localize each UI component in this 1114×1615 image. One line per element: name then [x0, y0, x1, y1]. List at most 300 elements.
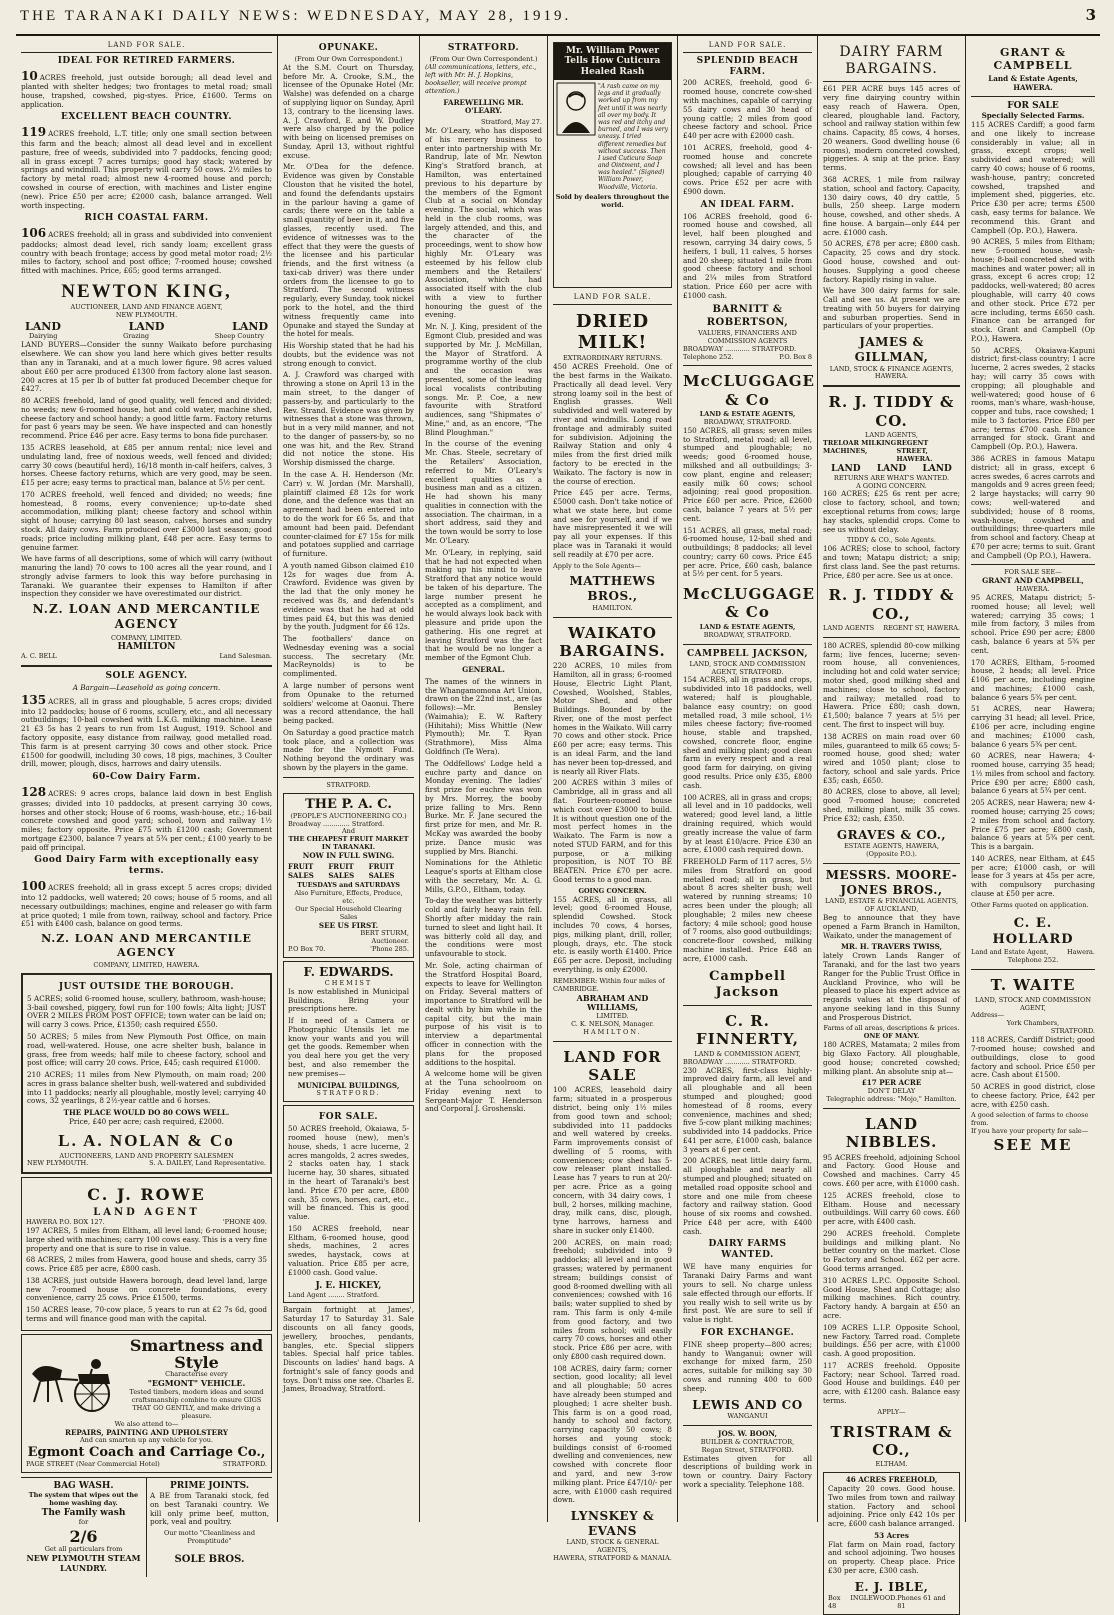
phone: 'Phone 285.	[370, 945, 409, 954]
listing: 100 ACRES, leasehold dairy farm; situated in a prosperous district, being only 1½ miles from good town and school; subdivided into 11 paddocks and well watered by creeks. Farm improvements consist of dwelling of 5 rooms, with conveniences; cow shed has 5-cow releaser plant installed. Lease has 7 years to run at 20/- per acre. Price as a going concern, with 34 dairy cows, 1 bull, 2 horses, milking machine, dray, milk cans, disc, plough, tyne harrows, harness and share in sucker only £1400.	[553, 1085, 672, 1235]
ad-title: LAND NIBBLES.	[845, 1115, 938, 1152]
advertiser-address: BROADWAY ............ STRATFORD.	[683, 1057, 797, 1066]
ad-line: The system that wipes out the home washing day.	[28, 1491, 139, 1508]
advertiser-name: F. EDWARDS.	[303, 965, 394, 980]
news-paragraph: A. J. Crawford was charged with throwing a stone on April 13 in the main street, to the danger of passers-by, and particularly to the Rev. Strand. Evidence was given by witnesses that a stone was thrown, but in a very mild manner, and not to the danger of passers-by, so no one was hit, and the Rev. Strand did not notice the stone. His Worship dismissed the charge.	[283, 370, 414, 468]
advertiser-name: T. WAITE	[990, 976, 1076, 995]
acre-count: 100	[21, 879, 47, 894]
land-word: LAND	[25, 320, 61, 334]
listing: 115 ACRES Cardiff; a good farm and one likely to increase considerably in value; all in grass, except crops; well subdivided and watered; will carry 40 cows; house of 6 rooms, wash-house, pantry; concreted cowshed, trapshed and implement shed, piggeries, etc. Price £30 per acre; terms £500 cash, easy terms for balance. We recommend this. Grant and Campbell (Op. P.O.), Hawera.	[971, 120, 1095, 235]
land-type: Sheep Country	[214, 332, 264, 341]
listing: 368 ACRES, 1 mile from railway station, school and factory. Capacity, 130 dairy cows, 40 dry cattle, 5 bulls, 250 sheep. Large modern house, cowshed, and other sheds. A fine house. A bargain—only £44 per acre. £1000 cash.	[823, 174, 960, 237]
ad-copy: If in need of a Camera or Photographic Utensils let me know your wants and you will get the goods. Remember when you deal here you get the very best, and also remember the new premises—	[288, 1016, 409, 1078]
ad-line: And	[341, 827, 356, 836]
advertiser-manager: C. K. NELSON, Manager.	[571, 1019, 654, 1028]
fruit-sale: FRUIT SALES	[328, 862, 355, 880]
phone: Telephone 252.	[1007, 956, 1059, 965]
acre-count: 10	[21, 68, 38, 83]
ad-title: DAIRY FARM BARGAINS.	[823, 44, 960, 82]
advertiser-town: WANGANUI	[727, 1412, 768, 1421]
ad-line: Our Special Household Clearing Sales	[295, 904, 402, 921]
listing-text: ACRES freehold, just outside borough; all dead level and planted with shelter hedges; two frontages to metal road; small house, trapshed, cowshed, pig-styes. Price, £1600. Terms on application.	[21, 72, 272, 109]
ad-line: Farms of all areas, descriptions & prices.	[823, 1024, 960, 1033]
ad-line: TIDDY & CO., Sole Agents.	[847, 536, 936, 545]
column-1	[16, 36, 278, 1574]
divider	[21, 665, 272, 667]
ad-line: SEE US FIRST.	[318, 920, 379, 930]
listing: 151 ACRES, all grass, metal road; 6-roomed house, 12-bail shed and outbuildings; 8 paddocks; all level country; carry 60 cows. Price £45 per acre. Price, £60 cash, balance at 5½ per cent. for 5 years.	[683, 525, 812, 579]
agency-name: N.Z. LOAN AND MERCANTILE AGENCY	[32, 602, 261, 631]
hickey-ad	[283, 1105, 414, 1303]
ad-headline: Mr. William Power Tells How Cuticura Healed Rash	[554, 43, 671, 80]
ad-subheading: GOING CONCERN.	[578, 886, 647, 895]
advertiser-sub: Land & Estate Agents,	[988, 73, 1078, 83]
listing: 180 ACRES, splendid 80-cow milking farm; live fences, lucerne; seven-room house, all conveniences, including hot and cold water service; motor shed, good milking shed and machines; close to school, factory and railway; metalled road to Hawera. Price £80; cash down, £1,500; balance 7 years at 5½ per cent. The first to inspect will buy.	[823, 640, 960, 729]
ad-price: Price, £40 per acre; cash required, £2000.	[69, 1116, 224, 1126]
news-paragraph: Mr. O'Leary, in replying, said that he had not expected when making up his mind to leave Stratford that any notice would be taken of his departure. The large number present he accepted as a compliment, and he would always look back with pleasure and pride upon the gathering. His one regret at leaving Stratford was the fact that he would be no longer a member of the Egmont Club.	[425, 547, 542, 663]
advertiser-name: C. R. FINNERTY,	[696, 1012, 799, 1049]
ad-subheading: A Bargain—Leasehold as going concern.	[72, 683, 221, 693]
advertiser-sub: BUILDER & CONTRACTOR,	[700, 1437, 795, 1446]
advertiser-sub: LAND, STOCK AND COMMISSION AGENT, STRATFORD.	[689, 659, 806, 676]
section-head: LAND FOR SALE.	[553, 292, 672, 305]
listing: 125 ACRES freehold, close to Eltham. House and necessary outbuildings. Will carry 60 cows. £60 per acre, with £400 cash.	[823, 1190, 960, 1227]
listing: 138 ACRES on main road over 60 miles, guaranteed to milk 65 cows; 5-roomed house, good shed; water wired and 1050 plant; close to factory, school and sale yards. Price £35; cash, £650.	[823, 731, 960, 785]
advertiser-address: BROADWAY ............ STRATFORD.	[683, 344, 797, 353]
agency-town: HAMILTON	[117, 642, 176, 653]
advertiser-sub: VALUERS, FINANCIERS AND COMMISSION AGENTS	[698, 328, 797, 345]
news-paragraph: To-day the weather was bitterly cold and fairly heavy rain fell. Shortly after midday the rain turned to sleet and light hail. It was bitterly cold all day, and the conditions were most unfavourable to stock.	[425, 896, 542, 959]
news-paragraph: On Saturday a good practice match took place, and a collection was made for the Nymott Fund. Nothing beyond the ordinary was shown by the players in the game.	[283, 727, 414, 773]
ad-heading: SOLE AGENCY.	[105, 671, 188, 682]
fruit-sale: FRUIT SALES	[288, 862, 314, 880]
advertiser-name: CAMPBELL JACKSON,	[687, 648, 808, 659]
divider	[971, 96, 1095, 97]
news-paragraph: At the S.M. Court on Thursday, before Mr. A. Crooke, S.M., the licensee of the Opunake Hotel (Mr. Walshe) was defended on a charge of supplying liquor on Sunday, April 13, contrary to the licensing laws. A. J. Crawford, E. and W. Dudley were also charged by the police with being on licensed premises on Sunday, April 13, without rightful excuse.	[283, 62, 414, 160]
acre-count: 106	[21, 226, 47, 241]
listing: 106 ACRES freehold, good 6-roomed house and cowshed, all level, half been ploughed and resown, carrying 34 dairy cows, 5 heifers, 1 bull, 11 calves, 5 horses and 20 sheep; situated 1 mile from good cheese factory and school and 2¼ miles from Stratford station. Price £60 per acre with £1000 cash.	[683, 211, 812, 300]
ad-line: Address—	[971, 1011, 1005, 1020]
ad-callout: SEE ME	[993, 1136, 1073, 1155]
signatory: A. C. BELL	[21, 652, 57, 661]
listing: 386 ACRES in famous Matapu district; all in grass, except 6 acres swedes, 6 acres carrots and mangolds and 9 acres green feed; 2 large haystacks; will carry 90 cows; well-watered and subdivided; house of 8 rooms, wash-house, cowshed and outbuildings; three-quarters mile from school and factory. Cheap at £70 per acre; terms to suit. Grant and Campbell (Op P.O.), Hawera.	[971, 454, 1095, 560]
laundry-ad	[21, 1478, 146, 1577]
ad-heading: SPLENDID BEACH FARM.	[696, 55, 799, 77]
ad-heading: BAG WASH.	[53, 1481, 114, 1492]
listing: 160 ACRES; £25 6s rent per acre; close to factory, school, and town; exceptional returns from cows; large hay stacks, splendid crops. Come to see us without delay.	[823, 489, 960, 534]
divider	[683, 644, 812, 645]
advertiser-town: HAWERA.	[1016, 585, 1050, 594]
advertiser-name: NEWTON KING,	[61, 281, 232, 303]
listing: 80 ACRES, close to above, all level; good 7-roomed house; concreted shed, milking plant, milk 35 cows. Price £32; cash, £350.	[823, 787, 960, 823]
listing: 220 ACRES, 10 miles from Hamilton, all in grass; 6-roomed House, Electric Light Plant, Cowshed, Woolshed, Stables, Motor Shed, and other Buildings. Bounded by the River, one of the most perfect homes in the Waikato. Will carry 70 cows and other stock. Price £60 per acre; easy terms. This is an ideal Farm, and the land has never been top-dressed, and is nearly all River Flats.	[553, 661, 672, 776]
listing: Flat farm on Main road, factory and school adjoining. Two houses on property. Cheap place. Price £30 per acre, £300 cash.	[828, 1539, 955, 1575]
ad-heading: PRIME JOINTS.	[170, 1481, 249, 1492]
columns	[16, 36, 1100, 1611]
ad-line: Also Furniture, Effects, Produce, etc.	[294, 888, 403, 905]
listing: 310 ACRES L.P.C. Opposite School. Good House, Shed and Cottage; also milking machines. Rich country. Factory handy. A bargain at £50 an acre.	[823, 1275, 960, 1320]
ad-subheading: EXTRAORDINARY RETURNS.	[562, 354, 663, 363]
ad-line: We also attend to—	[114, 1419, 179, 1428]
land-type: Grazing	[123, 332, 150, 341]
ad-line: Other Farms quoted on application.	[971, 900, 1089, 909]
advertiser-name: R. J. TIDDY & CO.,	[828, 586, 955, 623]
ad-footer: Sold by dealers throughout the world.	[555, 192, 670, 209]
listing: 197 ACRES, 5 miles from Eltham, all level land; 6-roomed house; large shed with machines; carry 100 cows easy. This is a very fine property and one that is sure to rise in value.	[26, 1225, 267, 1253]
advertiser-town: STRATFORD.	[1050, 1027, 1095, 1036]
advertiser-town: HAMILTON.	[592, 603, 633, 612]
advertiser-name: McCLUGGAGE & Co	[683, 372, 815, 409]
ad-line: Apply to the Sole Agents—	[553, 561, 641, 570]
land-word: LAND	[922, 463, 952, 474]
advertiser-sub: LAND AGENTS,	[865, 430, 918, 439]
advertiser-town: Hawera.	[1066, 948, 1095, 957]
listing-text: ACRES: 9 acres crops, balance laid down in best English grasses; divided into 10 paddocks, at present carrying 30 cows, horses and other stock; House of 6 rooms, wash-house, etc.; 16-bail concrete cowshed and good yard; school, town and railway 1½ miles; factory opposite. Price £75 with £1200 cash; Government mortgage £2300, balance 7 years at 5¾ per cent.; £100 yearly to be paid off principal.	[21, 789, 272, 852]
land-triple	[21, 320, 272, 333]
ad-heading: 46 ACRES FREEHOLD,	[845, 1475, 938, 1485]
advertiser-sub: LIMITED.	[596, 1012, 629, 1021]
advertiser-name: NEW PLYMOUTH STEAM LAUNDRY.	[26, 1553, 141, 1574]
advertiser-address: Broadway ............. Stratford.	[288, 819, 385, 828]
advertiser-sub: Land Agent ........ Stratford.	[288, 1290, 380, 1299]
ad-subheading: ONE OF MANY.	[863, 1032, 920, 1041]
listing: 155 ACRES, all in grass, all level; good 6-roomed House, splendid Cowshed. Stock includes 70 cows, 4 horses, pigs, milking plant, drill, roller, plough, drays, etc. The stock etc. is easily worth £1400. Price £65 per acre. Deposit, including everything, is only £2000.	[553, 894, 672, 974]
ad-heading: IDEAL FOR RETIRED FARMERS.	[57, 55, 236, 66]
divider	[683, 1005, 812, 1006]
news-subheading: FAREWELLING MR. O'LEARY.	[443, 97, 524, 116]
advertiser-address: (Opposite P.O.).	[866, 850, 917, 859]
advertiser-name: E. J. IBLE,	[854, 1579, 929, 1594]
news-byline: (From Our Own Correspondent.)	[294, 54, 403, 63]
listing	[21, 226, 272, 276]
ad-line: York Chambers,	[1006, 1019, 1060, 1028]
ad-contact	[288, 946, 409, 954]
town: INGLEWOOD.	[850, 1594, 898, 1603]
ad-line: REGENT STREET, HAWERA.	[896, 438, 933, 463]
ad-line: TUESDAYS and SATURDAYS	[297, 881, 400, 890]
ad-heading: Good Dairy Farm with exceptionally easy terms.	[34, 855, 259, 877]
advertiser-name: McCLUGGAGE & Co	[683, 585, 815, 622]
po-box: P.O. Box 8	[779, 352, 812, 361]
listing: 150 ACRES lease, 70-cow place, 5 years to run at £2 7s 6d, good terms and will finance good man with the capital.	[26, 1305, 267, 1323]
advertiser-name: Campbell Jackson	[709, 969, 786, 1001]
phone: 'PHONE 409.	[222, 1218, 267, 1227]
ad-line: Telegraphic address: "Mojo," Hamilton.	[826, 1095, 957, 1104]
listing: 170 ACRES freehold, well fenced and divided; no weeds; fine homestead, 8 rooms, every convenience; up-to-date shed accommodation, milking plant; cheese factory and school within sight of house; carrying 80 last season, calves, horses and sundry stock. All dairy cows. Farm produced over £3000 last season; good roads; price including milking plant, £48 per acre. Easy terms to genuine farmer.	[21, 489, 272, 552]
ad-line: A good selection of farms to choose from.	[971, 1111, 1089, 1128]
advertiser-name: BARNITT & ROBERTSON,	[706, 304, 789, 328]
listing: 200 ACRES, freehold, good 6-roomed house, concrete cow-shed with machines, capable of carrying 55 dairy cows and 30 head of young cattle; 2 miles from good cheese factory and school. Price £40 per acre with £2000 cash.	[683, 78, 812, 141]
ad-heading: FOR EXCHANGE.	[700, 1327, 795, 1338]
listing: 106 ACRES; close to school, factory and town; Matapu district; a snip; first class land. See the past returns. Price, £80 per acre. See us at once.	[823, 544, 960, 580]
signatory-title: Auctioneer.	[371, 937, 409, 946]
divider	[971, 969, 1095, 970]
news-paragraph: His Worship stated that he had his doubts, but the evidence was not strong enough to convict.	[283, 341, 414, 368]
ad-heading: FOR SALE.	[318, 1112, 379, 1123]
listing: 100 ACRES, all in grass and crops; all level and in 10 paddocks, well watered; good level land, a little draining required, which would greatly increase the value of farm by at least £10/acre. Price £30 an acre, £1000 cash required down.	[683, 792, 812, 855]
ad-line: And can smarten up any vehicle for you.	[79, 1436, 214, 1445]
ad-line: for	[78, 1517, 89, 1526]
advertiser-name: L. A. NOLAN & Co	[58, 1130, 235, 1150]
listing: 200 ACRES, on main road; freehold; subdivided into 9 paddocks; all level and in good grasses; watered by permanent stream; buildings consist of good 8-roomed dwelling with all conveniences; cowshed with 16 bails; water supplied to shed by ram. This farm is only 4-mile from good factory, and two miles from school; will easily carry 70 cows, horses and other stock. Price £86 per acre, with only £800 cash required down.	[553, 1237, 672, 1361]
buggy-ad-row	[26, 1335, 267, 1421]
advertiser-sub: LAND, STOCK & GENERAL AGENTS,	[566, 1538, 659, 1555]
news-paragraph: The names of the winners in the Whangamomona Art Union, drawn on the 22nd inst., are (as follows):—Mr. Bensley (Waimahia); E. W. Raftery (Hihitahi); Miss Whittle (New Plymouth); Mr. T. Ryan (Strathmore), Miss Alma Goldfinch (Te Wera).	[425, 676, 542, 756]
ad-services: REPAIRS, PAINTING AND UPHOLSTERY	[64, 1427, 229, 1437]
ad-subheading: RETURNS ARE WHAT'S WANTED.	[833, 473, 950, 482]
ad-copy: A BE from Taranaki stock, fed on best Taranaki country. We kill only prime beef, mutton, pork, veal and poultry.	[150, 1491, 269, 1527]
news-paragraph: Mr. N. J. King, president of the Egmont Club, presided and was supported by Mr. J. McMillan, the Mayor of Stratford. A programme worthy of the club and the occasion was presented, some of the leading local vocalists contributing songs. Mr. P. Coe, a new favourite with Stratford audiences, sang "Shipmates o' Mine," and, as an encore, "The Blind Ploughman."	[425, 322, 542, 437]
column-2	[278, 36, 420, 1522]
divider	[683, 1425, 812, 1426]
ad-title: LAND FOR SALE	[563, 1047, 662, 1085]
divider	[823, 863, 960, 864]
advertiser-address: Regan Street, STRATFORD.	[701, 1445, 794, 1454]
advertiser-name: J. E. HICKEY,	[315, 1280, 382, 1291]
po-box: P.O Box 70.	[288, 945, 326, 954]
listing: 230 ACRES, first-class highly-improved dairy farm, all level and all ploughable and all been stumped and ploughed; good homestead of 8 rooms, every convenience, machines and shed; five 5-cow plant milking machines; subdivided into 14 paddocks. Price £41 per acre, £1000 cash, balance 3 years at 6 per cent.	[683, 1065, 812, 1154]
advertiser-name: MESSRS. MOORE-JONES BROS.,	[825, 868, 958, 897]
ad-heading: DAIRY FARMS WANTED.	[708, 1239, 787, 1261]
advertiser-name: ABRAHAM AND WILLIAMS,	[576, 992, 649, 1013]
ad-line: The Family wash	[41, 1507, 126, 1518]
ad-line: If you have your property for sale—	[971, 1127, 1089, 1136]
cuticura-ad	[553, 42, 672, 288]
po-box: Box 48	[828, 1594, 841, 1611]
listing: 108 ACRES, dairy farm; corner section, good locality; all level and all ploughable; 50 acres have already been stumped and ploughed; 1 acre shelter bush. This farm is on a good road, handy to school and factory, carrying capacity 50 cows; 8 horses and young stock; buildings consist of 6-roomed dwelling and conveniences, new cowshed with concrete floor and yard, and new 3-row milking plant. Price £47/10/- per acre, with £1000 cash required down.	[553, 1363, 672, 1505]
listing	[21, 879, 272, 929]
advertiser-sub: (PEOPLE'S AUCTIONEERING CO.)	[290, 811, 407, 820]
listing: 450 ACRES Freehold. One of the best farms in the Waikato. Practically all dead level. Very strong loamy soil in the best of English grasses. Well subdivided and well watered by river and windmills. Long road frontage and admirably suited for subdivision. Adjoining the Railway Station and only 4 miles from the first dried milk factory to be erected in the Waikato. The factory is now in the course of erection.	[553, 362, 672, 486]
ad-heading: JUST OUTSIDE THE BOROUGH.	[58, 981, 235, 992]
ad-line: MUNICIPAL BUILDINGS,	[297, 1080, 400, 1090]
listing-text: ACRES freehold; all in grass and subdivided into convenient paddocks; almost dead level, rich sandy loam; excellent grass country with beach frontage; access by good metal motor road; 2½ miles to factory, school and post office; 7-roomed house; cowshed fitted with machines. Price, £65; good terms arranged.	[21, 230, 272, 276]
listing: 5 ACRES; solid 6-roomed house, scullery, bathroom, wash-house; 3-bail cowshed, piggery, fowl run for 100 fowls; Alta light; JUST OVER 2 MILES FROM POST OFFICE; town water can be laid on; will carry 3 cows. Price, £1350; cash required £550.	[27, 993, 266, 1030]
news-paragraph: The footballers' dance on Wednesday evening was a social success. The secretary (Mr. MacReynolds) is to be complimented.	[283, 634, 414, 679]
advertiser-name: LYNSKEY & EVANS	[570, 1509, 655, 1538]
advertiser-place: NEW PLYMOUTH.	[115, 311, 178, 320]
listing: 150 ACRES, all grass; seven miles to Stratford, metal road; all level, stumped and ploughable; no weeds; good 6-roomed house, milkshed and all outbuildings; 3-cow plant, engine and releaser; easily milk 60 cows; school adjoining; real good proposition. Price £60 per acre. Price, £2600 cash, balance 7 years at 5½ per cent.	[683, 425, 812, 523]
ad-copy: Tested timbers, modern ideas and sound craftsmanship combine to ensure GIGS THAT GO GENTLY, and make driving a pleasure.	[129, 1388, 264, 1420]
ad-copy: Bargain fortnight at James', Saturday 17 to Saturday 31. Sale discounts on all fancy goods, jewellery, brooches, pendants, bangles, etc. Special slippers tables. Special half price tables. Discounts on ladies' hand bags. A fortnight's sale of fancy goods and toys. Don't miss one see. Charles E. James, Broadway, Stratford.	[283, 1305, 414, 1394]
town: STRATFORD.	[222, 1460, 267, 1469]
divider	[823, 637, 960, 638]
news-dateline: Stratford, May 27.	[481, 118, 542, 127]
listing: 170 ACRES, Eltham, 5-roomed house, 2 heads; all level. Price £106 per acre, including engine and machines; £1000 cash, balance 6 years 5¾ per cent.	[971, 657, 1095, 702]
listing: 138 ACRES, just outside Hawera borough, dead level land, large new 7-roomed house on concrete foundations, every convenience, carry 25 cows. Price £1500, terms.	[26, 1275, 267, 1303]
advertiser-town: HAWERA.	[1013, 82, 1053, 92]
street: PAGE STREET (Near Commercial Hotel)	[26, 1460, 160, 1469]
news-paragraph: Mr. Sole, acting chairman of the Stratford Hospital Board, expects to leave for Wellington on Friday. Several matters of importance to Stratford will be dealt with by him while in the capital city, but the main purpose of his visit is to interview a departmental officer in connection with the plans for the proposed additions to the hospital.	[425, 960, 542, 1067]
listing: Capacity 20 cows. Good house. Two miles from town and railway station. Factory and school adjoining. Price only £42 10s per acre, £600 cash balance arranged.	[828, 1483, 955, 1529]
fruit-sales-row	[288, 863, 409, 880]
ad-heading: FOR SALE	[1007, 101, 1059, 112]
listing: 118 ACRES, Cardiff District; good 7-roomed house; cowshed and outbuildings, close to good factory and school. Price £50 per acre. Cash about £1500.	[971, 1035, 1095, 1080]
advertiser-sub: LAND & ESTATE AGENTS,	[699, 410, 796, 419]
news-paragraph: A youth named Gibson claimed £10 12s for wages due from A. Crawford. Evidence was given by the lad that the only money he received was 8s, and defendant's evidence was that he had at odd times paid £4, but this was denied by the youth. Judgment for £6 12s.	[283, 560, 414, 632]
masthead	[16, 6, 1100, 36]
ad-line: NOW IN FULL SWING.	[302, 851, 395, 861]
edwards-ad	[283, 961, 414, 1102]
advertiser-contact	[828, 1595, 955, 1611]
advertiser-name: JOS. W. BOON,	[718, 1429, 777, 1439]
acre-count: 128	[21, 785, 47, 800]
ad-subheading: Specially Selected Farms.	[981, 111, 1085, 121]
ad-line: APPLY—	[877, 1407, 906, 1416]
ad-line: STRATFORD.	[316, 1089, 381, 1098]
listing: 109 ACRES L.I.P. Opposite School, new Factory. Tarred road. Complete buildings. £56 per acre, with £1000 cash. A good proposition.	[823, 1322, 960, 1359]
ad-title: DRIED MILK!	[575, 310, 650, 354]
column-4	[548, 36, 678, 1563]
listing: 117 ACRES freehold. Opposite Factory; near School. Tarred road. Good House and buildings. £40 per acre, with £1200 cash. Balance easy terms.	[823, 1360, 960, 1405]
ad-line: FOR SALE SEE—	[1004, 568, 1062, 577]
ad-line: Get all particulars from	[44, 1545, 123, 1554]
listing: We have farms of all descriptions, some of which will carry (without manuring the land) 70 cows to 100 acres all the year round, and I strongly advise farmers to look this way before purchasing in Taranaki. We guarantee their expenses to Hamilton if after inspection they consider we have overestimated our district.	[21, 554, 272, 599]
pac-ad	[283, 793, 414, 958]
land-word: LAND	[876, 463, 907, 474]
listing: Price £45 per acre. Terms, £5000 cash. Don't take notice of what we state here, but come and see for yourself, and if we have misrepresented it we will pay all your expenses. If this place was in Taranaki it would sell readily at £70 per acre.	[553, 488, 672, 559]
advertiser-sub: CHEMIST	[324, 978, 373, 987]
po-box: HAWERA P.O. BOX 127.	[26, 1218, 105, 1227]
divider	[553, 617, 672, 618]
advertiser-name: LEWIS AND CO	[692, 1397, 803, 1412]
ad-testimonial: "A rash came on my legs and it gradually worked up from my feet until it was nearly all over my body. It was red and itchy and burned, and I was very uneasy. I tried different remedies but without success. Then I used Cuticura Soap and Ointment, and I was healed." (Signed) William Power, Woodville, Victoria.	[598, 83, 669, 191]
advertiser-address	[823, 625, 960, 633]
advertiser-name: Egmont Coach and Carriage Co.,	[27, 1445, 266, 1461]
ad-price: 2/6	[69, 1526, 98, 1546]
advertiser-name: GRANT & CAMPBELL	[993, 46, 1073, 73]
listing: 290 ACRES freehold. Complete buildings and milking plant. No better country on the market. Close to Factory and School. £62 per acre. Good terms arranged.	[823, 1228, 960, 1274]
listing: FREEHOLD Farm of 117 acres, 5½ miles from Stratford on good metalled road; all in grass, but about 8 acres shelter bush; well watered by running streams; 10 acres been under the plough; all ploughable; 2 miles new cheese factory; 4 mile school; good house of 7 rooms, also good outbuildings; concrete-floor cowshed, milking machine installed. Price £48 an acre, £1000 cash.	[683, 857, 812, 963]
listing	[21, 693, 272, 769]
news-paragraph: In the case A. H. Henderson (Mr. Carr) v. W. Jordan (Mr. Marshall), plaintiff claimed £8 12s for work done, and the defence was that an agreement had been entered into to do the work for £6 5s, and that amount had been paid. Defendant counter-claimed for £7 15s for milk and potatoes supplied and carriage of furniture.	[283, 470, 414, 559]
ad-line: THE CHEAPEST FRUIT MARKET IN TARANAKI.	[288, 835, 409, 852]
advertiser-address	[823, 440, 960, 464]
ad-line: DON'T DELAY	[867, 1087, 916, 1096]
advertiser-town: HAMILTON.	[583, 1027, 642, 1036]
section-head: LAND FOR SALE.	[683, 40, 812, 53]
advertiser-contact	[683, 354, 812, 362]
advertiser-name: GRANT AND CAMPBELL,	[982, 576, 1084, 586]
signatory-title: Land Salesman.	[219, 652, 272, 661]
advertiser-name: C. J. ROWE	[87, 1185, 206, 1205]
ad-copy: WE have many enquiries for Taranaki Dairy Farms and want yours to sell. No charge unless sale effected through our efforts. If you really wish to sell write us by first post. We are sure to sell if value is right.	[683, 1262, 812, 1325]
advertiser-name: R. J. TIDDY & CO.	[828, 393, 955, 430]
portrait-illustration	[557, 83, 595, 135]
masthead-title: THE TARANAKI DAILY NEWS: WEDNESDAY, MAY 28, 1919.	[20, 8, 572, 24]
agency-signature	[21, 653, 272, 661]
news-paragraph: A welcome home will be given at the Tuna schoolroom on Friday evening next to Sergeant-Major T. Henderson and Corporal J. Groshenski.	[425, 1069, 542, 1114]
ad-heading: 60-Cow Dairy Farm.	[92, 772, 201, 783]
listing: 90 ACRES, 5 miles from Eltham; new 5-roomed house, wash-house; 8-bail concreted shed with machines and water power; all in grass, except 6 acres crop; 12 paddocks, well-watered; 80 acres ploughable, will carry 40 cows and other stock. Price £72 per acre including, terms £650 cash. Finance can be arranged for stock. Grant and Campbell (Op P.O.), Hawera.	[971, 237, 1095, 343]
listing: 180 ACRES, Matamata; 2 miles from big Glaxo Factory. All ploughable, good house; concreted cowshed; milking plant. An absolute snip at—	[823, 1040, 960, 1076]
listing: 80 ACRES freehold, land of good quality, well fenced and divided; no weeds; new 6-roomed house, hot and cold water, machine shed, cheese factory and school handy; a good little farm. Factory returns for past 6 years may be seen. We have inspected and can honestly recommend. Price £46 per acre. Easy terms to bona fide purchaser.	[21, 396, 272, 441]
ad-motto: Our motto "Cleanliness and Promptitude"	[163, 1529, 256, 1546]
advertiser-rep: S. A. DAILEY, Land Representative.	[149, 1159, 266, 1168]
listing: 95 ACRES, Matapu district; 5-roomed house; all level; well watered; carrying 35 cows; 1 mile from factory, 3 miles from school. Price £90 per acre; £800 cash, balance 6 years at 5¾ per cent.	[971, 593, 1095, 655]
phone: Phones 61 and 81	[897, 1594, 946, 1611]
listing: 150 ACRES freehold, near Eltham, 6-roomed house, good sheds, machines, 2 acres swedes, haystack, cows at valuation. Price £85 per acre, £1000 cash. Good value.	[288, 1223, 409, 1277]
listing: 205 ACRES, near Hawera; new 4-roomed house; carrying 25 cows; 2 miles from school and factory. Price £75 per acre; £800 cash, balance 6 years at 5¾ per cent. This is a bargain.	[971, 798, 1095, 852]
advertiser-name: MATTHEWS BROS.,	[569, 574, 656, 604]
agency-sub: COMPANY, LIMITED.	[111, 633, 182, 642]
news-byline: (From Our Own Correspondent.)	[429, 54, 538, 63]
listing: 51 ACRES, near Hawera; carrying 31 head; all level. Price, £106 per acre, including engine and machines; £1000 cash, balance 6 years 5¾ per cent.	[971, 704, 1095, 749]
advertiser-towns: HAWERA, STRATFORD & MANAIA.	[553, 1554, 672, 1563]
ad-heading: AN IDEAL FARM.	[700, 199, 795, 210]
page-number: 3	[1085, 6, 1096, 24]
advertiser-town: ELTHAM.	[875, 1460, 908, 1469]
advertiser-footer	[27, 1160, 266, 1168]
news-heading: STRATFORD.	[447, 43, 520, 53]
listing: 101 ACRES, freehold, good 4-roomed house and concrete cowshed; all level and has been ploughed; capable of carrying 40 cows. Price £52 per acre with £900 down.	[683, 142, 812, 196]
fruit-sale: FRUIT SALES	[368, 862, 395, 880]
ad-price: £17 PER ACRE	[861, 1078, 922, 1088]
news-paragraph: In the course of the evening Mr. Chas. Steele, secretary of the Retailers' Association, referred to Mr. O'Leary's excellent qualities as a business man and as a citizen. He had shown his many qualities in connection with the association. The chairman, in a short address, said they and the town would be sorry to lose Mr. O'Leary.	[425, 439, 542, 545]
listing: 50 ACRES freehold, Okaiawa, 5-roomed house (new), men's house, sheds, 1 acre lucerne, 2 acres mangolds, 2 acres swedes, 2 stacks oaten hay, 1 stack lucerne hay, 30 shares, situated in the heart of Taranaki's best land. Price £70 per acre, £800 cash, 35 cows, horses, cart, etc., will be financed. This is good value.	[288, 1124, 409, 1222]
ad-subheading: A GOING CONCERN.	[856, 481, 927, 490]
advertiser-sub: LAND & ESTATE AGENTS,	[699, 622, 796, 631]
advertiser-sub: LAND, STOCK & FINANCE AGENTS, HAWERA.	[829, 364, 954, 381]
advertiser-name: GRAVES & CO.,	[836, 827, 947, 842]
advertiser-sub: LAND AGENT	[93, 1206, 200, 1218]
ad-sub: Characterise every	[165, 1370, 228, 1379]
land-word: LAND	[831, 463, 861, 474]
ad-line: LAND AGENTS	[823, 623, 875, 632]
divider	[553, 1041, 672, 1042]
news-paragraph: A large number of persons went from Opunake to the returned soldiers' welcome at Oaonui. There was a record attendance, the hall being packed.	[283, 681, 414, 726]
phone: Telephone 252.	[683, 352, 734, 361]
listing-text: ACRES freehold, L.T. title; only one small section between this farm and the beach; almost all dead level and in excellent pasture, free of weeds, subdivided into 7 paddocks, fencing good; all in grass except 7 acres turnips; good hay stack; watered by springs and windmill. This property will carry 50 cows. 2½ miles to factory by metal road; almost new 4-roomed house and porch; cowshed in course of erection, with machines and Lister engine (new). Price £50 per acre; £2000 cash, balance arranged. Well worth inspecting.	[21, 129, 272, 210]
divider	[823, 385, 960, 387]
column-6	[818, 36, 966, 1611]
listing: 200 ACRES within 3 miles of Cambridge, all in grass and all flat. Fourteen-roomed house which cost over £3000 to build. It is without question one of the most perfect homes in the Waikato. The Farm is now a noted STUD FARM, and for this purpose, or a milking proposition, is NOT TO BE BEATEN. Price £70 per acre. Good terms to a good man.	[553, 778, 672, 884]
agency-sub: COMPANY, LIMITED, HAWERA.	[93, 960, 200, 969]
listing: We have 300 dairy farms for sale. Call and see us. At present we are treating with 50 buyers for dairying and suburban properties. Send in particulars of your properties.	[823, 286, 960, 331]
section-head: LAND FOR SALE.	[21, 40, 272, 53]
advertiser-name: THE P. A. C.	[305, 796, 392, 812]
listing: 50 ACRES, £78 per acre; £800 cash. Capacity, 25 cows and dry stock. Good house, cowshed and out-houses. Supplying a good cheese factory. Rapidly rising in value.	[823, 239, 960, 284]
ad-copy: FINE sheep property—800 acres; handy to Wanganui; owner will exchange for mixed farm, 250 acres, suitable for milking say 30 cows and running 400 to 600 sheep.	[683, 1339, 812, 1393]
news-paragraph: Mr. O'Dea for the defence. Evidence was given by Constable Clouston that he visited the hotel, and found the defendants upstairs in the parlour having a game of cards; there were on the table a small quantity of beer in it, and five glasses, recently used. The evidence of witnesses was to the effect that they were the guests of the licensee and his particular friends, and the first witness (a taxi-cab driver) was there under orders from the licensee to go to Stratford. The second witness regularly, every Sunday, took nickel pork to the hotel, and the third witness frequently came into Opunake and stayed the Sunday at the hotel for meals.	[283, 162, 414, 339]
listing: 200 ACRES, neat little dairy farm, all ploughable and nearly all stumped and ploughed; situated on metalled road opposite school and store and one mile from cheese factory and railway station. Good house of six rooms and cowshed. Price £48 per acre, with £400 cash.	[683, 1156, 812, 1236]
news-paragraph: Nominations for the Athletic League's sports at Eltham close with the secretary, Mr. A. G. Mills, G.P.O., Eltham, today.	[425, 858, 542, 894]
listing: 140 ACRES, near Eltham, at £45 per acre; £1000 cash, or will lease for 3 years at 45s per acre, with compulsory purchasing clause at £50 per acre.	[971, 853, 1095, 899]
advertiser-sub: ESTATE AGENTS, HAWERA,	[844, 842, 939, 851]
advertiser-address	[26, 1461, 267, 1469]
rowe-ad	[21, 1177, 272, 1330]
column-7	[966, 36, 1100, 1522]
ad-line: TRELOAR MILKING MACHINES,	[823, 438, 897, 455]
divider	[823, 1108, 960, 1109]
ad-copy: Estimates given for all descriptions of building work in town or country. Dairy Factory work a speciality. Telephone 188.	[683, 1453, 812, 1490]
column-5	[678, 36, 818, 1522]
signatory: BERT STURM,	[360, 929, 409, 938]
divider	[971, 564, 1095, 565]
agency-name: N.Z. LOAN AND MERCANTILE AGENCY	[41, 932, 252, 959]
listing	[21, 785, 272, 852]
acre-count: 119	[21, 125, 47, 140]
butcher-ad	[146, 1478, 272, 1577]
ad-callout: THE PLACE WOULD DO 80 COWS WELL.	[63, 1108, 230, 1118]
land-word: LAND	[128, 320, 165, 334]
nolan-ad	[21, 973, 272, 1174]
ad-line: MR. H. TRAVERS TWISS,	[840, 942, 943, 952]
ad-heading: RICH COASTAL FARM.	[84, 213, 209, 224]
listing: 68 ACRES, 2 miles from Hawera, good house and sheds, carry 35 cows. Price £85 per acre, £800 cash.	[26, 1255, 267, 1274]
ad-line: REMEMBER: Within four miles of CAMBRIDGE.	[553, 976, 665, 993]
advertiser-sub: LAND, ESTATE & FINANCIAL AGENTS, OF AUCKLAND,	[824, 897, 959, 914]
